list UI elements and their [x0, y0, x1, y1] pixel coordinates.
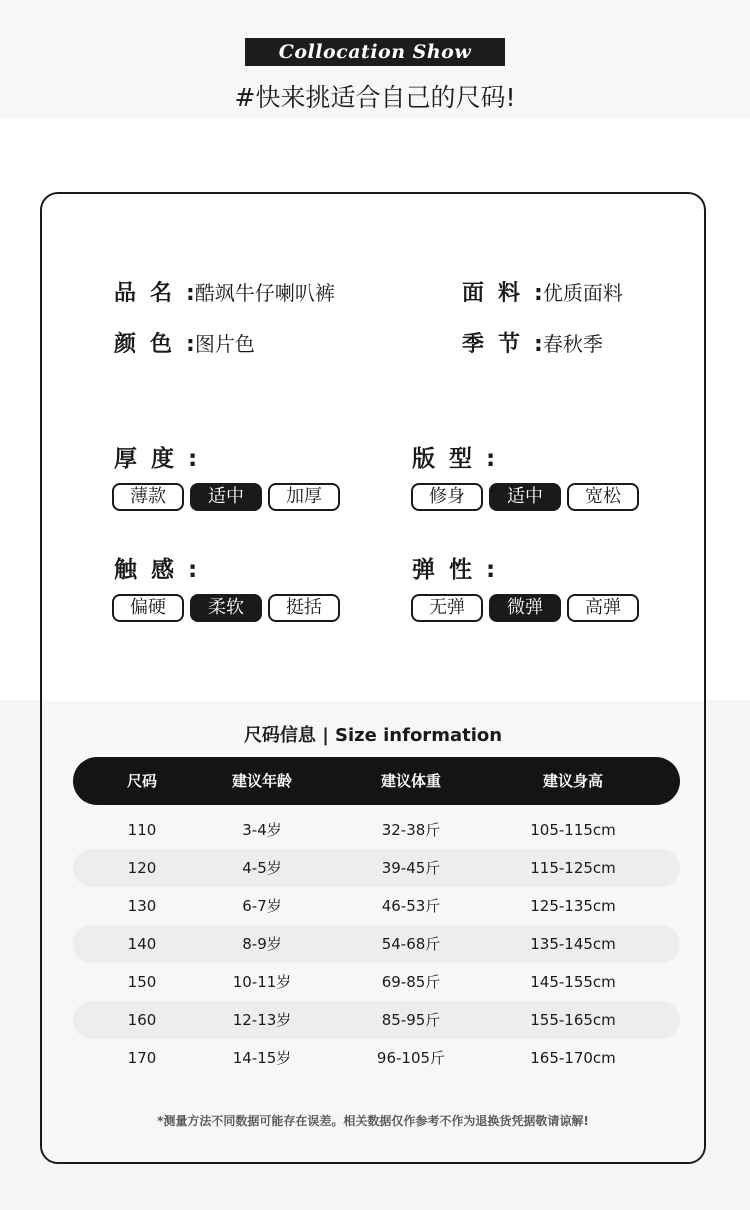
page-subtitle: #快来挑适合自己的尺码! [234, 83, 516, 112]
cell-age: 6-7岁 [242, 897, 282, 915]
thickness-option: 适中 [190, 483, 262, 511]
cell-weight: 54-68斤 [381, 935, 441, 953]
thickness-option: 加厚 [268, 483, 340, 511]
table-row [73, 811, 680, 849]
thickness-options [112, 483, 340, 511]
cell-weight: 46-53斤 [381, 897, 441, 915]
cell-size: 140 [127, 935, 157, 953]
cell-height: 125-135cm [530, 897, 616, 915]
spec-label: 面料 [462, 281, 535, 306]
table-row [73, 1039, 680, 1077]
elasticity-option: 无弹 [411, 594, 483, 622]
cell-size: 160 [127, 1011, 157, 1029]
fit-option: 宽松 [567, 483, 639, 511]
fit-option: 修身 [411, 483, 483, 511]
size-table-title: 尺码信息 | Size information [243, 725, 503, 746]
cell-age: 8-9岁 [242, 935, 282, 953]
table-row [73, 963, 680, 1001]
cell-age: 12-13岁 [232, 1011, 292, 1029]
texture-option: 偏硬 [112, 594, 184, 622]
spec-label: 颜色 [114, 332, 187, 357]
cell-size: 170 [127, 1049, 157, 1067]
cell-weight: 32-38斤 [381, 821, 441, 839]
table-row [73, 1001, 680, 1039]
texture-title: 触感: [114, 557, 212, 583]
table-row [73, 925, 680, 963]
cell-weight: 96-105斤 [376, 1049, 446, 1067]
spec-value: 春秋季 [542, 332, 603, 356]
table-row [73, 849, 680, 887]
cell-height: 135-145cm [530, 935, 616, 953]
collocation-banner: Collocation Show [245, 38, 505, 66]
product-info-card [40, 192, 706, 1164]
texture-options [112, 594, 340, 622]
elasticity-option: 高弹 [567, 594, 639, 622]
cell-age: 10-11岁 [232, 973, 292, 991]
cell-height: 105-115cm [530, 821, 616, 839]
texture-option: 柔软 [190, 594, 262, 622]
spec-label: 品名 [114, 281, 187, 306]
spec-fabric: 面料:优质面料 [462, 281, 623, 306]
table-row [73, 887, 680, 925]
thickness-option: 薄款 [112, 483, 184, 511]
fit-options [411, 483, 639, 511]
spec-name: 品名:酷飒牛仔喇叭裤 [114, 281, 335, 306]
elasticity-options [411, 594, 639, 622]
fit-title: 版型: [412, 446, 510, 472]
thickness-title: 厚度: [114, 446, 212, 472]
disclaimer-note: *测量方法不同数据可能存在误差。相关数据仅作参考不作为退换货凭据敬请谅解! [157, 1114, 589, 1128]
header-height: 建议身高 [542, 772, 604, 790]
cell-height: 115-125cm [530, 859, 616, 877]
spec-value: 酷飒牛仔喇叭裤 [194, 281, 335, 305]
cell-age: 4-5岁 [242, 859, 282, 877]
cell-height: 165-170cm [530, 1049, 616, 1067]
texture-option: 挺括 [268, 594, 340, 622]
elasticity-title: 弹性: [412, 557, 510, 583]
spec-value: 图片色 [194, 332, 255, 356]
cell-weight: 85-95斤 [381, 1011, 441, 1029]
cell-age: 3-4岁 [242, 821, 282, 839]
fit-option: 适中 [489, 483, 561, 511]
size-table-header [73, 757, 680, 805]
cell-weight: 69-85斤 [381, 973, 441, 991]
cell-size: 150 [127, 973, 157, 991]
size-table-body [73, 811, 680, 1077]
spec-color: 颜色:图片色 [114, 332, 255, 357]
elasticity-option: 微弹 [489, 594, 561, 622]
header-weight: 建议体重 [380, 772, 442, 790]
spec-label: 季节 [462, 332, 535, 357]
cell-age: 14-15岁 [232, 1049, 292, 1067]
header-age: 建议年龄 [231, 772, 293, 790]
header-size: 尺码 [126, 772, 158, 790]
cell-height: 145-155cm [530, 973, 616, 991]
cell-weight: 39-45斤 [381, 859, 441, 877]
cell-size: 110 [127, 821, 157, 839]
spec-season: 季节:春秋季 [462, 332, 603, 357]
spec-value: 优质面料 [542, 281, 623, 305]
cell-size: 130 [127, 897, 157, 915]
cell-size: 120 [127, 859, 157, 877]
cell-height: 155-165cm [530, 1011, 616, 1029]
